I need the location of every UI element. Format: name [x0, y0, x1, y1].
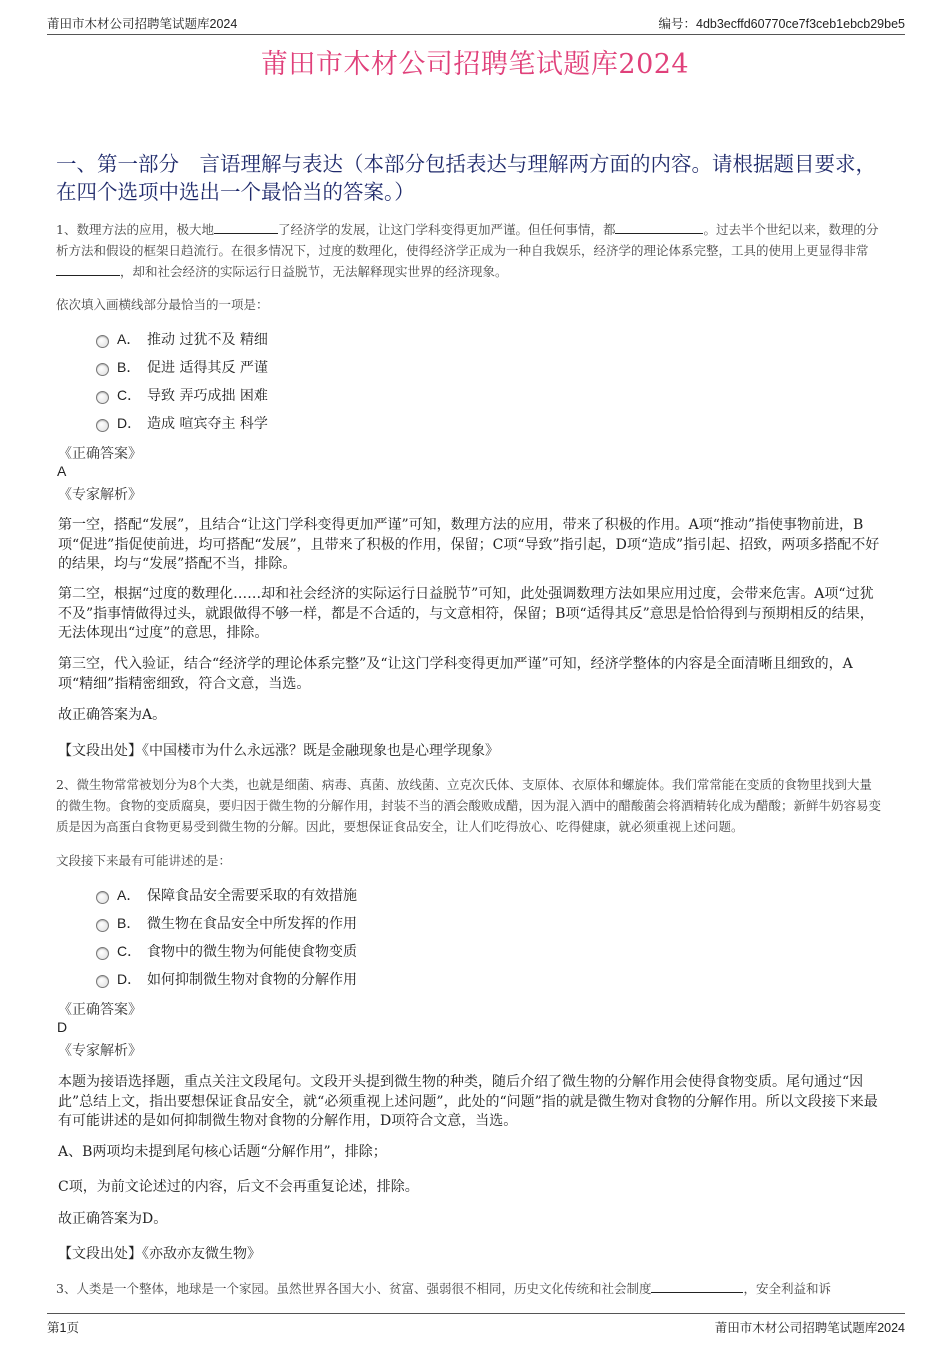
blank-2 [615, 221, 703, 234]
option-a[interactable]: A． 保障食品安全需要采取的有效措施 [96, 885, 357, 905]
question-3-text: 3、人类是一个整体，地球是一个家园。虽然世界各国大小、贫富、强弱很不相同，历史文化传统和社会制度 ，安全利益和诉 [56, 1281, 831, 1296]
option-b[interactable]: B． 微生物在食品安全中所发挥的作用 [96, 913, 357, 933]
analysis-paragraph: 第一空，搭配“发展”，且结合“让这门学科变得更加严谨”可知，数理方法的应用，带来了积极的作用。A项“推动”指使事物前进，B项“促进”指促使前进，均可搭配“发展”，且带来了积极的作用，保留；C项“导致”指引起，D项“造成”指引起、招致，两项多搭配不好的结果，均与“发展”搭配不当，排除。 [58, 517, 880, 572]
header-title: 莆田市木材公司招聘笔试题库2024 [47, 17, 238, 31]
analysis-paragraph: A、B两项均未提到尾句核心话题“分解作用”，排除； [58, 1144, 387, 1160]
source-citation: 【文段出处】《中国楼市为什么永远涨？既是金融现象也是心理学现象》 [58, 743, 499, 759]
page-footer [47, 1313, 905, 1336]
source-citation: 【文段出处】《亦敌亦友微生物》 [58, 1246, 261, 1262]
answer-conclusion: 故正确答案为A。 [58, 707, 167, 723]
option-c[interactable]: C． 食物中的微生物为何能使食物变质 [96, 941, 357, 961]
radio-icon[interactable] [96, 975, 109, 988]
question-2-prompt: 文段接下来最有可能讲述的是： [56, 853, 232, 868]
option-a[interactable]: A． 推动 过犹不及 精细 [96, 329, 268, 349]
analysis-paragraph: C项，为前文论述过的内容，后文不会再重复论述，排除。 [58, 1179, 419, 1195]
blank-1 [214, 221, 278, 234]
footer-title: 莆田市木材公司招聘笔试题库2024 [714, 1321, 905, 1335]
header-code: 编号：4db3ecffd60770ce7f3ceb1ebcb29be5 [658, 17, 905, 31]
option-d[interactable]: D． 如何抑制微生物对食物的分解作用 [96, 969, 357, 989]
option-c[interactable]: C． 导致 弄巧成拙 困难 [96, 385, 268, 405]
answer-conclusion: 故正确答案为D。 [58, 1211, 168, 1227]
option-b[interactable]: B． 促进 适得其反 严谨 [96, 357, 268, 377]
radio-icon[interactable] [96, 335, 109, 348]
question-2-text: 2、微生物常常被划分为8个大类，也就是细菌、病毒、真菌、放线菌、立克次氏体、支原体、衣原体和螺旋体。我们常常能在变质的食物里找到大量的微生物。食物的变质腐臭，要归因于微生物的分解作用，封装不当的酒会酸败成醋，因为混入酒中的醋酸菌会将酒精转化成为醋酸；新鲜牛奶容易变质是因为高蛋白食物更易受到微生物的分解。因此，要想保证食品安全，让人们吃得放心、吃得健康，就必须重视上述问题。 [56, 777, 882, 834]
blank-1 [651, 1280, 743, 1293]
radio-icon[interactable] [96, 947, 109, 960]
analysis-label: 《专家解析》 [58, 1043, 142, 1059]
radio-icon[interactable] [96, 919, 109, 932]
answer-label: 《正确答案》 [58, 1002, 142, 1018]
radio-icon[interactable] [96, 363, 109, 376]
blank-3 [56, 263, 120, 276]
analysis-paragraph: 本题为接语选择题，重点关注文段尾句。文段开头提到微生物的种类，随后介绍了微生物的分解作用会使得食物变质。尾句通过“因此”总结上文，指出要想保证食品安全，就“必须重视上述问题”，此处的“问题”指的就是微生物对食物的分解作用。所以文段接下来最有可能讲述的是如何抑制微生物对食物的分解作用，D项符合文意，当选。 [58, 1074, 878, 1129]
radio-icon[interactable] [96, 419, 109, 432]
answer-label: 《正确答案》 [58, 446, 142, 462]
option-d[interactable]: D． 造成 喧宾夺主 科学 [96, 413, 268, 433]
analysis-paragraph: 第三空，代入验证，结合“经济学的理论体系完整”及“让这门学科变得更加严谨”可知，经济学整体的内容是全面清晰且细致的，A项“精细”指精密细致，符合文意，当选。 [58, 656, 853, 692]
page-number: 第1页 [47, 1321, 79, 1335]
answer-value: A [57, 463, 67, 479]
analysis-label: 《专家解析》 [58, 487, 142, 503]
page-title: 莆田市木材公司招聘笔试题库2024 [260, 49, 690, 80]
answer-value: D [57, 1019, 68, 1035]
analysis-paragraph: 第二空，根据“过度的数理化……却和社会经济的实际运行日益脱节”可知，此处强调数理方法如果应用过度，会带来危害。A项“过犹不及”指事情做得过头，就跟做得不够一样，都是不合适的，与文意相符，保留；B项“适得其反”意思是恰恰得到与预期相反的结果，无法体现出“过度”的意思，排除。 [58, 586, 874, 641]
page-header [47, 14, 905, 35]
section-heading: 一、第一部分 言语理解与表达（本部分包括表达与理解两方面的内容。请根据题目要求，在四个选项中选出一个最恰当的答案。） [56, 152, 876, 204]
radio-icon[interactable] [96, 891, 109, 904]
question-1-text: 1、数理方法的应用，极大地 了经济学的发展，让这门学科变得更加严谨。但任何事情，都 。过去半个世纪以来，数理的分析方法和假设的框架日趋流行。在很多情况下，过度的数理化，使得经济学正成为一种自我娱乐，经济学的理论体系完整，工具的使用上更显得非常，却和社会经济的实际运行日益脱节，无法解释现实世界的经济现象。 [56, 222, 879, 279]
radio-icon[interactable] [96, 391, 109, 404]
question-1-prompt: 依次填入画横线部分最恰当的一项是： [56, 297, 269, 312]
